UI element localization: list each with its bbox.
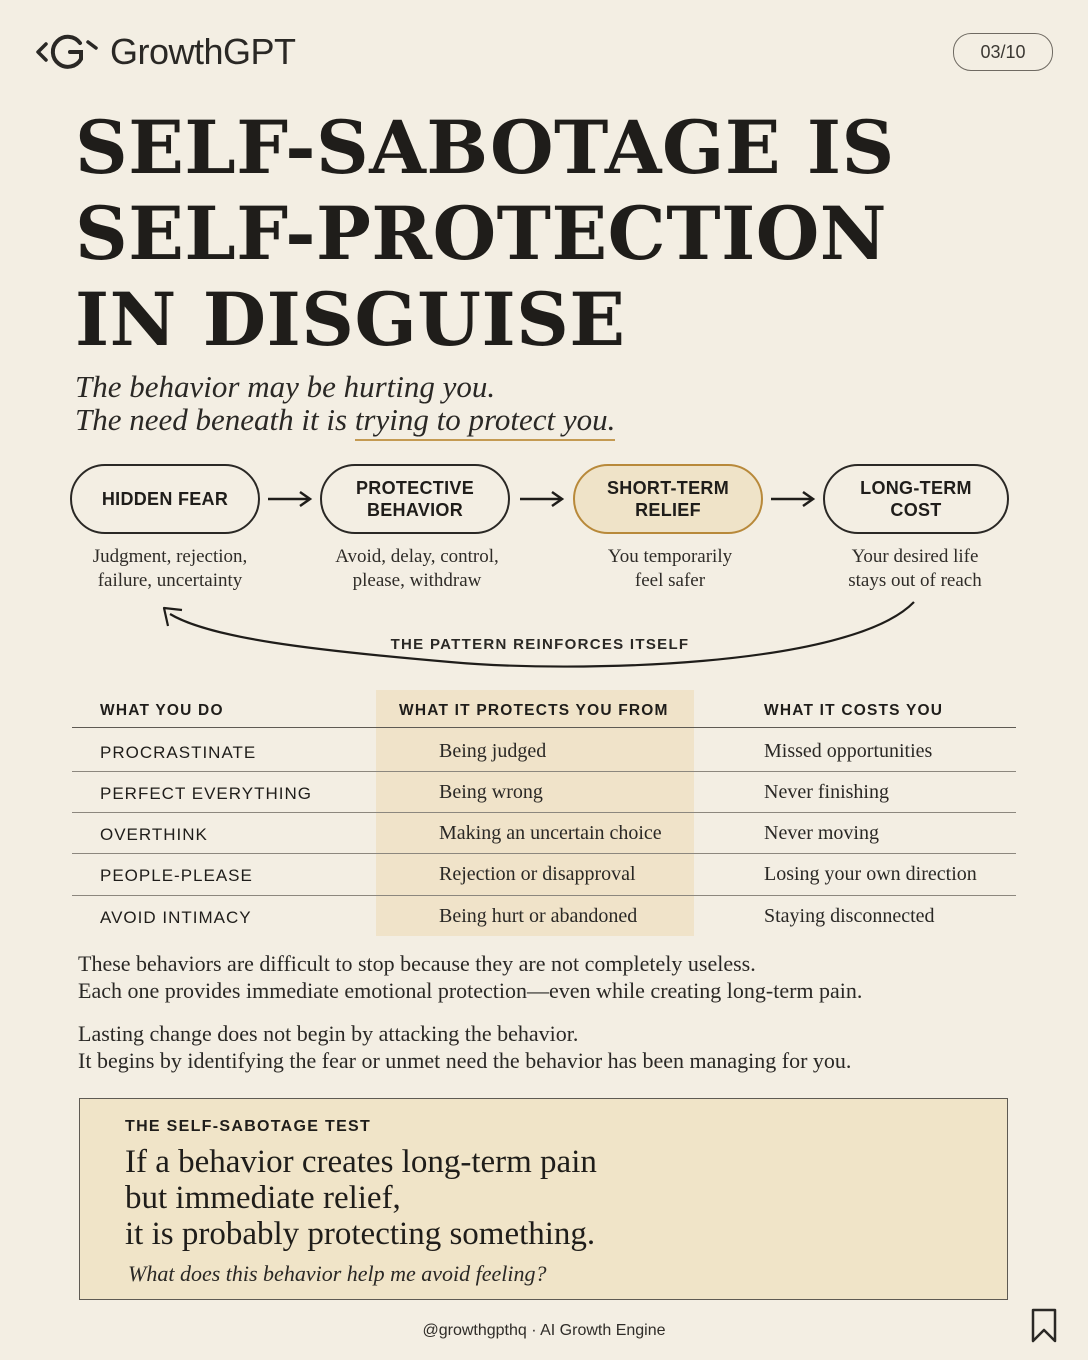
paragraph-line: It begins by identifying the fear or unmet need the behavior has been managing for you. [78,1048,852,1073]
flow-node-short-term-relief [573,464,763,534]
node-label: COST [890,500,942,520]
flow-node-protective-behavior [320,464,510,534]
desc-line: Your desired life [851,546,979,567]
table-header-costs: WHAT IT COSTS YOU [764,702,944,719]
subtitle-line-1: The behavior may be hurting you. [75,369,496,404]
page-indicator: 03/10 [953,33,1053,71]
node-label: BEHAVIOR [366,500,464,520]
node-label: RELIEF [635,500,701,520]
cell-protects: Being wrong [439,781,543,803]
flow-desc-long-term-cost [805,545,1025,593]
row-divider [72,771,1016,772]
subtitle [75,370,615,436]
body-paragraph-2 [78,1020,851,1074]
flow-desc-short-term-relief [560,545,780,593]
node-label: SHORT-TERM [607,478,729,498]
cell-behavior: PEOPLE-PLEASE [100,866,253,885]
cell-behavior: PROCRASTINATE [100,743,257,762]
test-box-line-1: If a behavior creates long-term pain [125,1144,597,1180]
desc-line: failure, uncertainty [97,570,243,591]
cell-protects: Rejection or disapproval [439,863,636,885]
page-title [75,105,1035,363]
table-header-rule [72,727,1016,728]
cell-protects: Making an uncertain choice [439,822,662,844]
node-label: HIDDEN FEAR [101,489,229,509]
arrow-right-icon [518,487,566,511]
node-label: PROTECTIVE [355,478,474,498]
flow-desc-hidden-fear [60,545,280,593]
flow-desc-protective-behavior [306,545,528,593]
cell-cost: Never moving [764,822,879,844]
desc-line: Avoid, delay, control, [335,546,499,567]
brand-name: GrowthGPT [110,31,296,72]
arrow-right-icon [266,487,314,511]
loop-label: THE PATTERN REINFORCES ITSELF [390,636,690,653]
flow-node-hidden-fear [70,464,260,534]
row-divider [72,895,1016,896]
flow-node-long-term-cost [823,464,1009,534]
subtitle-line-2 [75,403,615,436]
table-header-protects: WHAT IT PROTECTS YOU FROM [399,702,669,719]
test-box-question: What does this behavior help me avoid feeling? [128,1261,547,1286]
subtitle-line-2-prefix: The need beneath it is [75,402,355,437]
cell-protects: Being hurt or abandoned [439,905,638,927]
cell-cost: Missed opportunities [764,740,933,762]
growthgpt-logo-icon [34,30,100,74]
test-box-line-3: it is probably protecting something. [125,1216,596,1252]
cell-cost: Staying disconnected [764,905,935,927]
footer-handle: @growthgpthq · AI Growth Engine [422,1322,666,1339]
arrow-right-icon [769,487,817,511]
brand [34,30,296,74]
cell-cost: Losing your own direction [764,863,977,885]
cell-cost: Never finishing [764,781,889,803]
paragraph-line: Each one provides immediate emotional protection—even while creating long-term pain. [78,978,863,1003]
test-box-line-2: but immediate relief, [125,1180,401,1216]
desc-line: stays out of reach [848,570,982,591]
title-line-3: IN DISGUISE [75,277,626,363]
title-line-2: SELF-PROTECTION [75,191,888,277]
paragraph-line: Lasting change does not begin by attacking the behavior. [78,1021,579,1046]
desc-line: You temporarily [607,546,733,567]
row-divider [72,853,1016,854]
table-header-what-you-do: WHAT YOU DO [100,702,224,719]
cell-behavior: AVOID INTIMACY [100,908,252,927]
desc-line: please, withdraw [352,570,482,591]
title-line-1: SELF-SABOTAGE IS [75,105,895,191]
subtitle-emphasis: trying to protect you. [355,402,616,441]
desc-line: feel safer [634,570,706,591]
cell-behavior: OVERTHINK [100,825,208,844]
test-box-label: THE SELF-SABOTAGE TEST [125,1118,372,1135]
bookmark-icon[interactable] [1030,1308,1058,1344]
cell-protects: Being judged [439,740,547,762]
node-label: LONG-TERM [860,478,972,498]
cell-behavior: PERFECT EVERYTHING [100,784,312,803]
desc-line: Judgment, rejection, [92,546,248,567]
row-divider [72,812,1016,813]
body-paragraph-1 [78,950,862,1004]
paragraph-line: These behaviors are difficult to stop because they are not completely useless. [78,951,756,976]
